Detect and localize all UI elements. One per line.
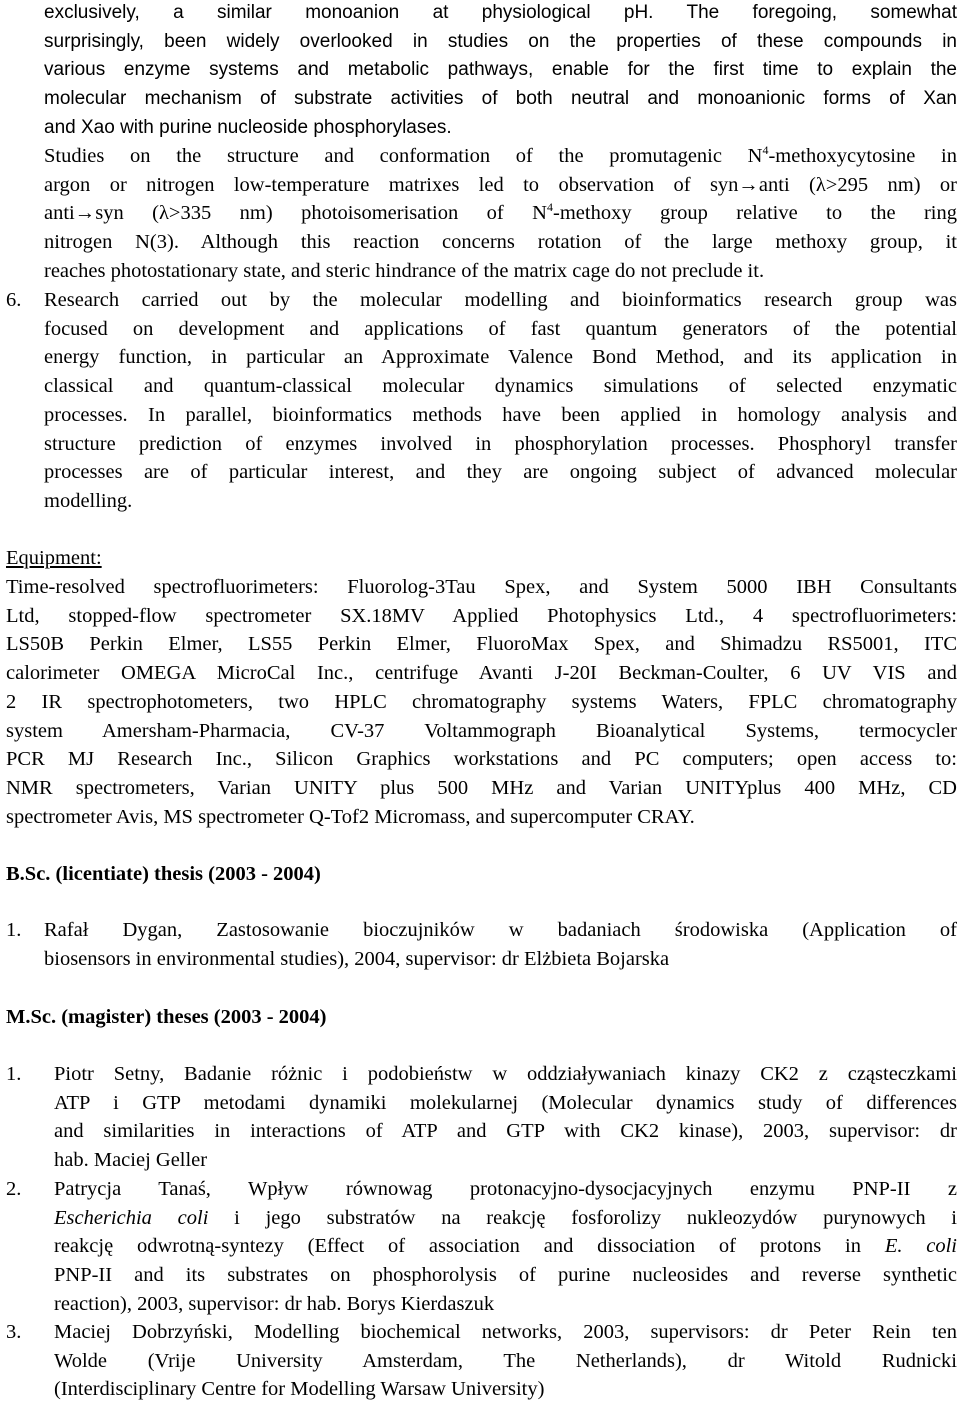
text-line: LS50B Perkin Elmer, LS55 Perkin Elmer, FluoroMax Spex, and Shimadzu RS5001, ITC (6, 633, 957, 656)
text-line: processes. In parallel, bioinformatics methods have been applied in homology analysis and (44, 403, 957, 426)
text-line: exclusively, a similar monoanion at physiological pH. The foregoing, somewhat (44, 2, 957, 23)
text-line: PNP-II and its substrates on phosphorolysis of purine nucleosides and reverse synthetic (54, 1264, 957, 1287)
italic-text: E. coli (884, 1235, 958, 1258)
text-line: energy function, in particular an Approximate Valence Bond Method, and its application in (44, 346, 957, 369)
text-line: reaches photostationary state, and steric hindrance of the matrix cage do not preclude it. (44, 259, 765, 282)
superscript: 4 (547, 200, 553, 215)
text-line (44, 142, 957, 171)
text-line: molecular mechanism of substrate activities of both neutral and monoanionic forms of Xan (44, 88, 957, 110)
text-line: Rafał Dygan, Zastosowanie bioczujników w badaniach środowiska (Application of (44, 919, 957, 941)
text-line: (Interdisciplinary Centre for Modelling Warsaw University) (54, 1378, 545, 1401)
text-line: processes are of particular interest, and they are ongoing subject of advanced molecular (44, 461, 957, 484)
text-segment: Studies on the structure and conformation of the promutagenic N (44, 145, 763, 167)
text-line (54, 1204, 957, 1233)
list-number: 6. (6, 289, 22, 311)
text-line: Piotr Setny, Badanie różnic i podobieństw w oddziaływaniach kinazy CK2 z cząsteczkami (54, 1063, 957, 1085)
superscript: 4 (762, 143, 769, 158)
bsc-heading: B.Sc. (licentiate) thesis (2003 - 2004) (6, 863, 321, 885)
text-segment: -methoxy group relative to the ring (553, 202, 957, 225)
text-segment: anti→syn (λ>335 nm) photoisomerisation of N (44, 202, 547, 225)
text-line: reaction), 2003, supervisor: dr hab. Borys Kierdaszuk (54, 1292, 495, 1315)
studies-paragraph (44, 142, 957, 286)
text-line: argon or nitrogen low-temperature matrixes led to observation of syn→anti (λ>295 nm) or (44, 173, 957, 196)
text-line: Research carried out by the molecular modelling and bioinformatics research group was (44, 289, 957, 311)
text-line: modelling. (44, 489, 133, 512)
equipment-heading: Equipment: (6, 547, 102, 569)
text-line: Ltd, stopped-flow spectrometer SX.18MV Applied Photophysics Ltd., 4 spectrofluorimeters: (6, 604, 957, 627)
text-line: surprisingly, been widely overlooked in studies on the properties of these compounds in (44, 30, 957, 52)
text-line: classical and quantum-classical molecular dynamics simulations of selected enzymatic (44, 375, 957, 398)
intro-paragraph (44, 0, 957, 143)
text-line: calorimeter OMEGA MicroCal Inc., centrifuge Avanti J-20I Beckman-Coulter, 6 UV VIS and (6, 662, 957, 685)
text-line: 2 IR spectrophotometers, two HPLC chromatography systems Waters, FPLC chromatography (6, 690, 957, 713)
text-line: focused on development and applications of fast quantum generators of the potential (44, 317, 957, 340)
equipment-paragraph (6, 573, 957, 831)
msc-heading: M.Sc. (magister) theses (2003 - 2004) (6, 1006, 327, 1028)
msc-item-3 (54, 1318, 957, 1404)
text-segment: reakcję odwrotną-syntezy (Effect of association and dissociation of protons in (54, 1235, 885, 1258)
italic-text: Escherichia coli (54, 1206, 209, 1229)
research-paragraph (44, 286, 957, 516)
text-line: and similarities in interactions of ATP and GTP with CK2 kinase), 2003, supervisor: dr (54, 1120, 957, 1143)
list-number: 2. (6, 1178, 22, 1200)
text-line (54, 1232, 957, 1261)
msc-item-2 (54, 1175, 957, 1319)
text-line: ATP i GTP metodami dynamiki molekularnej (Molecular dynamics study of differences (54, 1091, 957, 1114)
text-line: Patrycja Tanaś, Wpływ równowag protonacyjno-dysocjacyjnych enzymu PNP-II z (54, 1178, 957, 1200)
text-line: PCR MJ Research Inc., Silicon Graphics workstations and PC computers; open access to: (6, 748, 957, 771)
text-line (44, 199, 957, 228)
bsc-item-1 (44, 916, 957, 973)
msc-item-1 (54, 1060, 957, 1175)
list-number: 1. (6, 919, 22, 941)
text-line: system Amersham-Pharmacia, CV-37 Voltammograph Bioanalytical Systems, termocycler (6, 719, 957, 742)
text-line: Maciej Dobrzyński, Modelling biochemical networks, 2003, supervisors: dr Peter Rein ten (54, 1321, 957, 1343)
text-segment: i jego substratów na reakcję fosforolizy nukleozydów purynowych i (208, 1206, 958, 1229)
text-line: hab. Maciej Geller (54, 1149, 208, 1172)
text-line: structure prediction of enzymes involved in phosphorylation processes. Phosphoryl transfer (44, 432, 957, 455)
text-segment: -methoxycytosine in (768, 145, 957, 167)
list-number: 1. (6, 1063, 22, 1085)
list-number: 3. (6, 1321, 22, 1343)
text-line: Wolde (Vrije University Amsterdam, The Netherlands), dr Witold Rudnicki (54, 1349, 957, 1372)
text-line: NMR spectrometers, Varian UNITY plus 500 MHz and Varian UNITYplus 400 MHz, CD (6, 776, 957, 799)
text-line: various enzyme systems and metabolic pathways, enable for the first time to explain the (44, 59, 957, 81)
text-line: spectrometer Avis, MS spectrometer Q-Tof2 Micromass, and supercomputer CRAY. (6, 805, 695, 828)
text-line: and Xao with purine nucleoside phosphorylases. (44, 116, 452, 138)
text-line: Time-resolved spectrofluorimeters: Fluorolog-3Tau Spex, and System 5000 IBH Consultants (6, 576, 957, 598)
text-line: biosensors in environmental studies), 2004, supervisor: dr Elżbieta Bojarska (44, 947, 670, 970)
text-line: nitrogen N(3). Although this reaction concerns rotation of the large methoxy group, it (44, 231, 957, 254)
